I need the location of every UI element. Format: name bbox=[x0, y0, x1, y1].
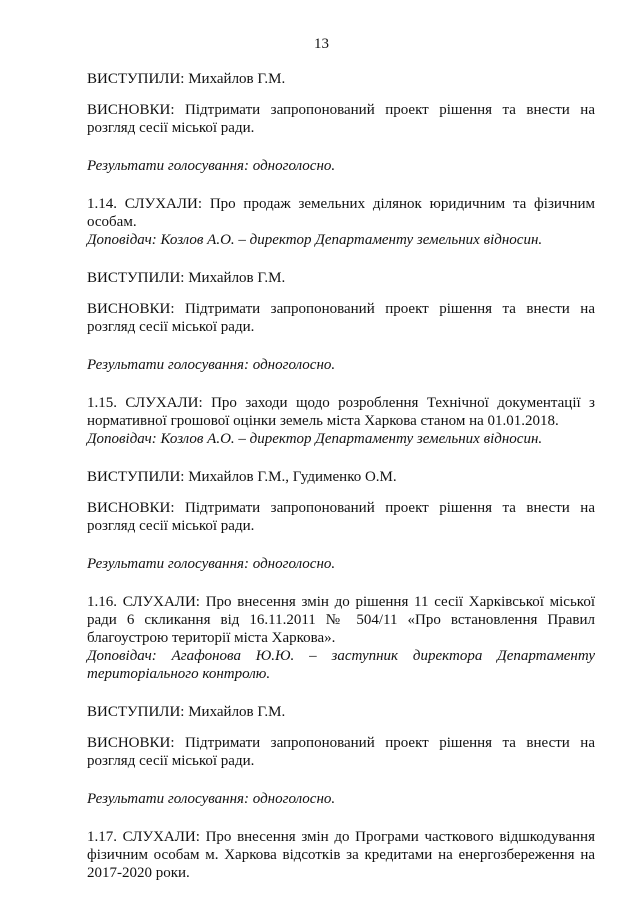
reporter-line: Доповідач: Агафонова Ю.Ю. – заступник директора Департаменту територіального контролю. bbox=[87, 648, 595, 682]
voting-result: Результати голосування: одноголосно. bbox=[87, 791, 336, 807]
conclusions-paragraph: ВИСНОВКИ: Підтримати запропонований проект рішення та внести на розгляд сесії міської ради. bbox=[87, 735, 595, 769]
conclusions-paragraph: ВИСНОВКИ: Підтримати запропонований проект рішення та внести на розгляд сесії міської ради. bbox=[87, 500, 595, 534]
reporter-line: Доповідач: Козлов А.О. – директор Департаменту земельних відносин. bbox=[87, 431, 543, 447]
speakers-line: ВИСТУПИЛИ: Михайлов Г.М. bbox=[87, 71, 286, 87]
agenda-item-1-16: 1.16. СЛУХАЛИ: Про внесення змін до рішення 11 сесії Харківської міської ради 6 скликання від 16.11.2011 № 504/11 «Про встановлення Правил благоустрою території міста Харкова». bbox=[87, 594, 595, 646]
voting-result: Результати голосування: одноголосно. bbox=[87, 556, 336, 572]
speakers-line: ВИСТУПИЛИ: Михайлов Г.М. bbox=[87, 704, 286, 720]
agenda-item-1-14: 1.14. СЛУХАЛИ: Про продаж земельних ділянок юридичним та фізичним особам. bbox=[87, 196, 595, 230]
conclusions-paragraph: ВИСНОВКИ: Підтримати запропонований проект рішення та внести на розгляд сесії міської ради. bbox=[87, 102, 595, 136]
voting-result: Результати голосування: одноголосно. bbox=[87, 158, 336, 174]
conclusions-paragraph: ВИСНОВКИ: Підтримати запропонований проект рішення та внести на розгляд сесії міської ради. bbox=[87, 301, 595, 335]
agenda-item-1-15: 1.15. СЛУХАЛИ: Про заходи щодо розроблення Технічної документації з нормативної грошової оцінки земель міста Харкова станом на 01.01.2018. bbox=[87, 395, 595, 429]
speakers-line: ВИСТУПИЛИ: Михайлов Г.М. bbox=[87, 270, 286, 286]
document-content bbox=[87, 70, 595, 882]
speakers-line: ВИСТУПИЛИ: Михайлов Г.М., Гудименко О.М. bbox=[87, 469, 397, 485]
reporter-line: Доповідач: Козлов А.О. – директор Департаменту земельних відносин. bbox=[87, 232, 543, 248]
voting-result: Результати голосування: одноголосно. bbox=[87, 357, 336, 373]
agenda-item-1-17: 1.17. СЛУХАЛИ: Про внесення змін до Програми часткового відшкодування фізичним особам м. Харкова відсотків за кредитами на енергозбереження на 2017-2020 роки. bbox=[87, 829, 595, 881]
page-number: 13 bbox=[314, 36, 329, 52]
